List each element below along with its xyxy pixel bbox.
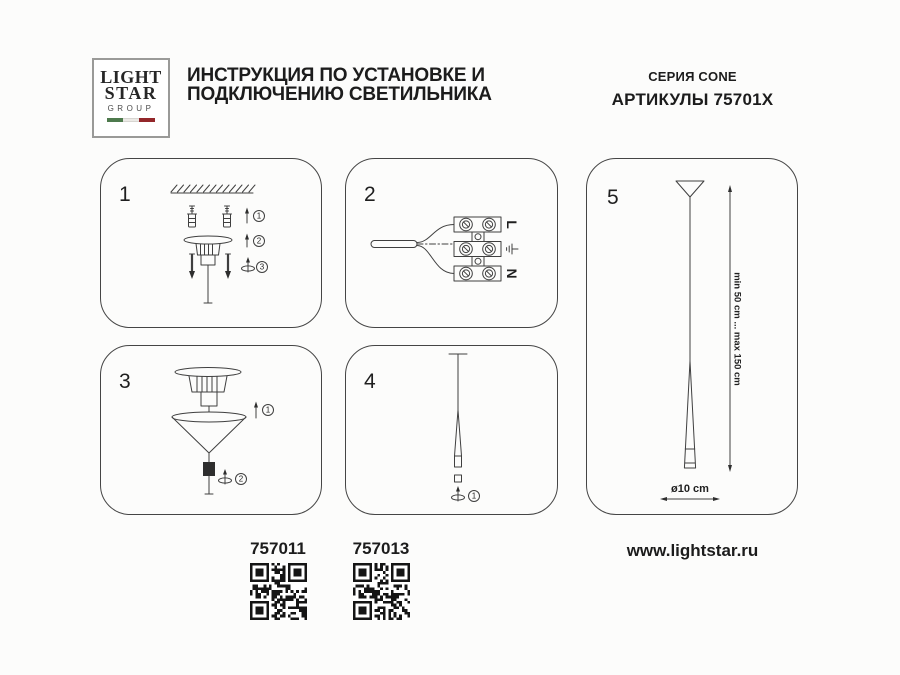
power-cable [371, 241, 417, 248]
label-live: L [504, 220, 520, 229]
pendant-cone [455, 410, 462, 467]
page-title [187, 66, 492, 104]
step-3-number: 3 [119, 370, 131, 393]
website-url: www.lightstar.ru [626, 541, 759, 560]
qr-code-icon [353, 563, 410, 620]
screw-down-icon [225, 254, 231, 279]
logo-word-group: GROUP [107, 104, 155, 113]
step-1-panel [100, 158, 322, 328]
step-4-diagram [346, 346, 559, 516]
svg-text:ø10 cm: ø10 cm [671, 483, 709, 495]
wire-neutral [417, 246, 454, 274]
step-1-diagram [101, 159, 323, 329]
page-title-line2: ПОДКЛЮЧЕНИЮ СВЕТИЛЬНИКА [187, 84, 492, 105]
svg-text:1: 1 [256, 211, 262, 221]
step-badge-3 [242, 257, 268, 273]
svg-text:2: 2 [256, 236, 262, 246]
cord-connector [203, 462, 215, 476]
logo-word-star: STAR [104, 83, 158, 103]
svg-text:3: 3 [259, 262, 265, 272]
series-label: СЕРИЯ CONE [648, 69, 737, 84]
suspension-cord [449, 354, 467, 410]
article-757011-block [249, 540, 307, 625]
screw-down-icon [189, 254, 195, 279]
cord-connector [455, 475, 462, 482]
cone-canopy [676, 181, 704, 197]
logo-word-light: LIGHT [100, 67, 162, 87]
step-badge-1 [452, 486, 480, 502]
step-5-number: 5 [607, 186, 619, 209]
terminal-block [454, 217, 501, 281]
step-badge-1 [245, 208, 265, 224]
qr-code-icon [250, 563, 307, 620]
svg-text:1: 1 [265, 405, 271, 415]
flag-green [107, 118, 123, 122]
wall-anchor-icon [223, 206, 232, 227]
article-code: 757011 [250, 539, 306, 558]
step-2-panel [345, 158, 558, 328]
step-1-number: 1 [119, 183, 131, 206]
pendant-lamp-drawing [676, 181, 704, 468]
rotate-icon [219, 469, 232, 484]
step-2-number: 2 [364, 183, 376, 206]
step-4-panel [345, 345, 558, 515]
label-neutral: N [504, 268, 520, 279]
step-5-diagram [587, 159, 799, 516]
flag-white [123, 118, 139, 122]
wall-anchor-icon [188, 206, 197, 227]
rotate-icon [242, 257, 255, 272]
article-code: 757013 [352, 539, 410, 558]
step-5-panel [586, 158, 798, 515]
ground-symbol-icon [507, 244, 518, 254]
italian-flag-stripe [94, 118, 168, 122]
lightstar-logo [92, 58, 170, 138]
step-badge-1 [254, 402, 274, 419]
ceiling-hatch-icon [171, 185, 255, 193]
flag-red [139, 118, 155, 122]
terminal-screw-icon [460, 218, 496, 280]
mounting-bracket [175, 368, 241, 413]
rotate-icon [452, 486, 465, 501]
height-dimension [728, 185, 743, 472]
step-3-diagram [101, 346, 323, 516]
step-3-panel [100, 345, 322, 515]
article-757013-block [352, 540, 410, 625]
page-title-line1: ИНСТРУКЦИЯ ПО УСТАНОВКЕ И [187, 65, 485, 86]
step-badge-2 [219, 469, 247, 485]
svg-text:2: 2 [238, 474, 244, 484]
step-4-number: 4 [364, 370, 376, 393]
series-header [590, 69, 795, 110]
svg-text:min 50 cm ... max 150 cm: min 50 cm ... max 150 cm [731, 272, 743, 386]
cone-canopy [172, 412, 246, 453]
step-2-diagram [346, 159, 559, 329]
pendant-cone [684, 361, 695, 468]
svg-text:1: 1 [471, 491, 477, 501]
wire-live [417, 225, 454, 243]
diameter-dimension [660, 483, 720, 501]
articles-label: АРТИКУЛЫ 75701X [611, 90, 774, 109]
step-badge-2 [245, 234, 265, 248]
